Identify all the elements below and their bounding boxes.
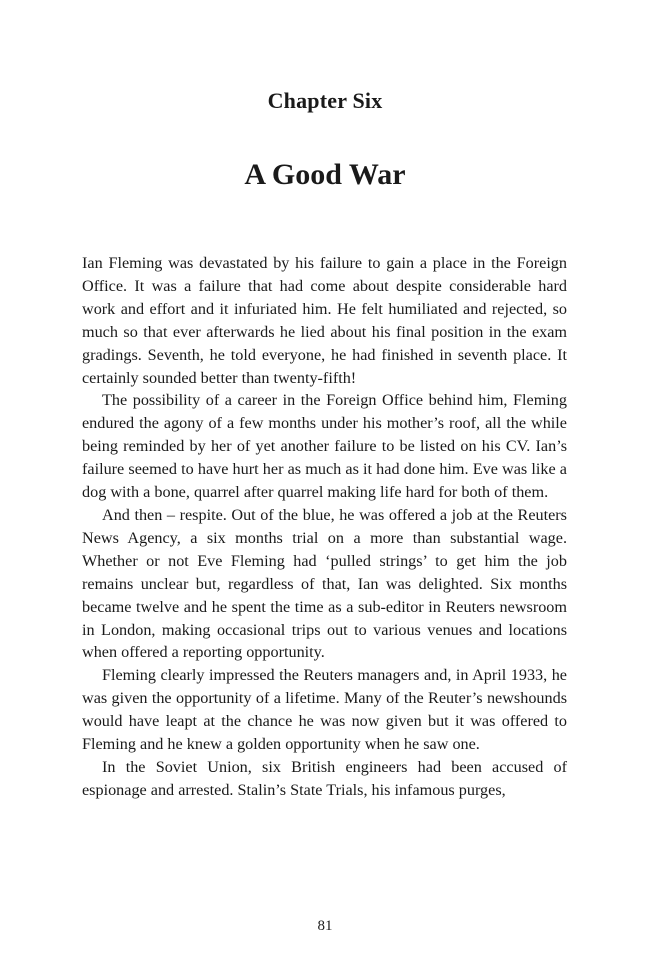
chapter-title: A Good War [244, 158, 406, 191]
paragraph-5: In the Soviet Union, six British engineers had been accused of espionage and arrested. Stalin’s State Trials, his infamous purges, [82, 757, 567, 799]
paragraph-3: And then – respite. Out of the blue, he was offered a job at the Reuters News Agency, a six months trial on a more than substantial wage. Whether or not Eve Fleming had ‘pulled strings’ to get him the job remains unclear but, regardless of that, Ian was delighted. Six months became twelve and he spent the time as a sub-editor in Reuters newsroom in London, making occasional trips out to various venues and locations when offered a reporting opportunity. [82, 505, 567, 662]
paragraph-1: Ian Fleming was devastated by his failure to gain a place in the Foreign Office. It was a failure that had come about despite considerable hard work and effort and it infuriated him. He felt humiliated and rejected, so much so that ever afterwards he lied about his final position in the exam gradings. Seventh, he told everyone, he had finished in seventh place. It certainly sounded better than twenty-fifth! [82, 254, 567, 387]
page-number: 81 [317, 918, 333, 934]
paragraph-2: The possibility of a career in the Foreign Office behind him, Fleming endured the agony of a few months under his mother’s roof, all the while being reminded by her of yet another failure to be listed on his CV. Ian’s failure seemed to have hurt her as much as it had done him. Eve was like a dog with a bone, quarrel after quarrel making life hard for both of them. [82, 391, 567, 502]
chapter-label: Chapter Six [267, 88, 383, 113]
paragraph-4: Fleming clearly impressed the Reuters managers and, in April 1933, he was given the opportunity of a lifetime. Many of the Reuter’s newshounds would have leapt at the chance he was now given but it was offered to Fleming and he knew a golden opportunity when he saw one. [82, 666, 567, 754]
body-text [82, 252, 567, 802]
